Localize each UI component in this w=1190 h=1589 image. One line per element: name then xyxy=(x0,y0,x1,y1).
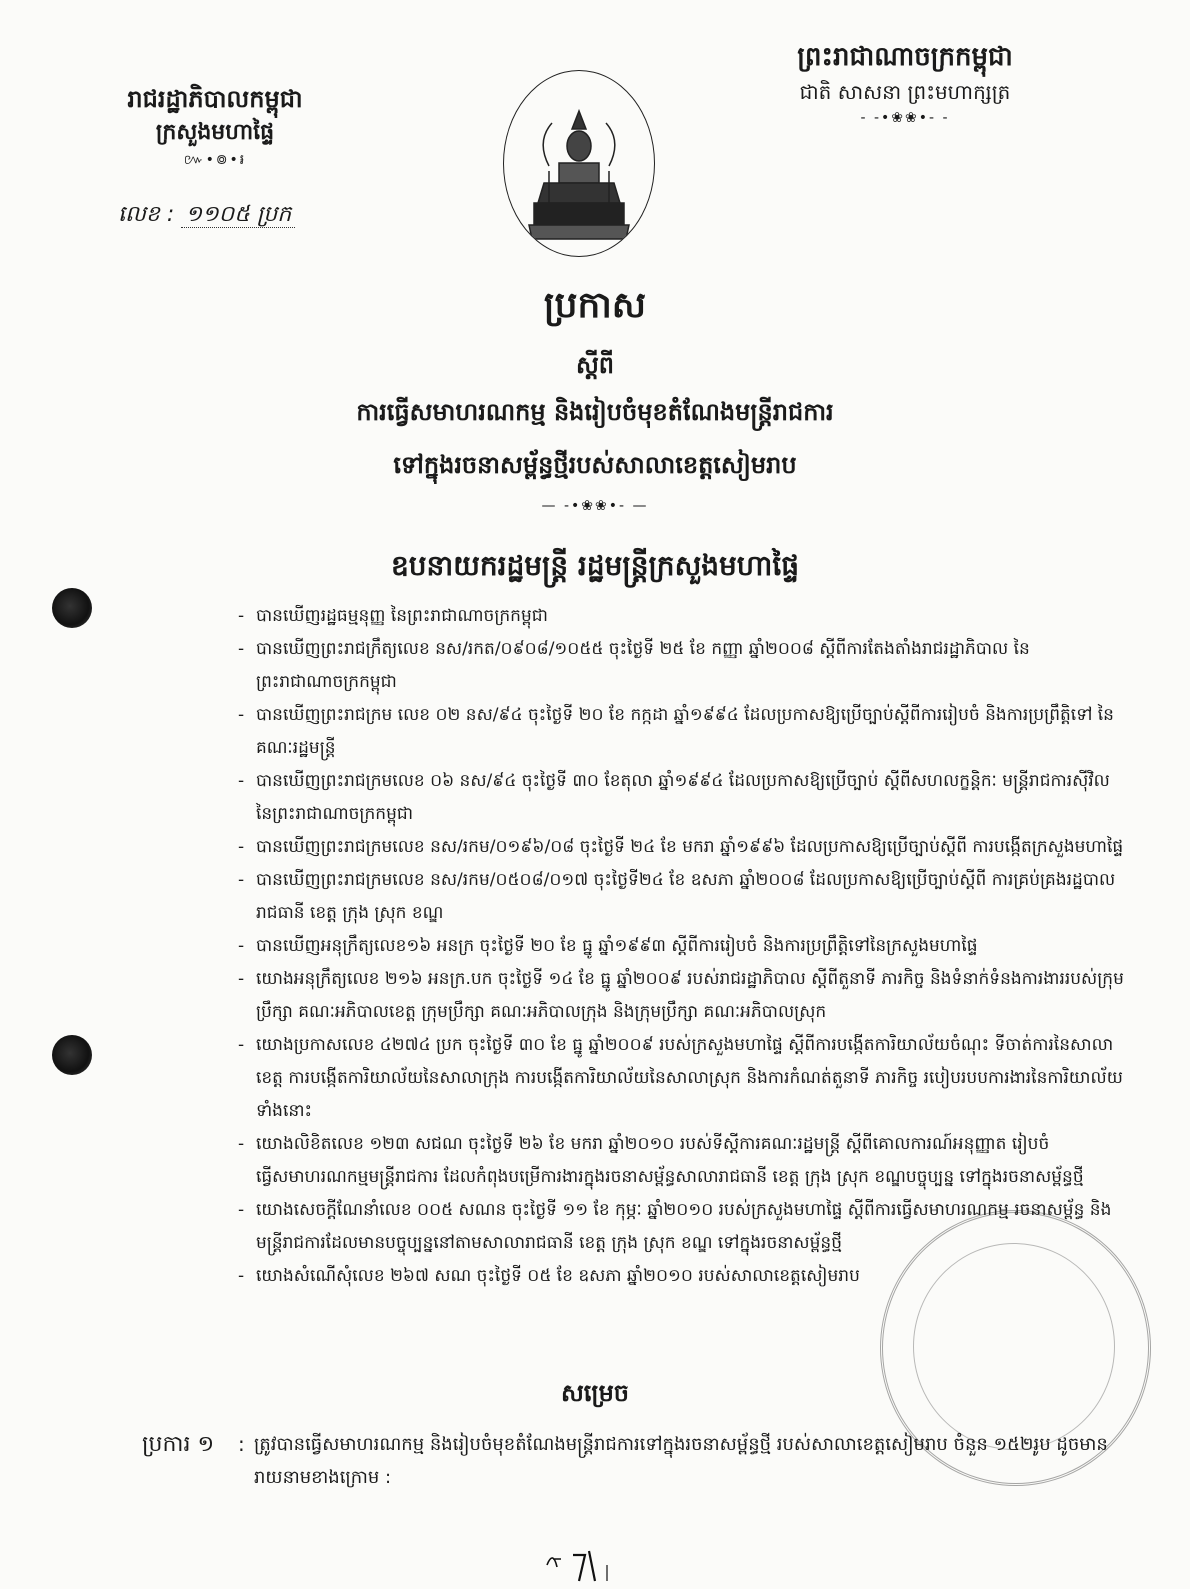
article-colon: : xyxy=(238,1432,245,1456)
reference-item: - យោងសេចក្តីណែនាំលេខ ០០៥ សណន ចុះថ្ងៃទី ១១ ខែ កុម្ភៈ ឆ្នាំ២០១០ របស់ក្រសួងមហាផ្ទៃ ស្តីពីការធ្វើសមាហរណកម្ម រចនាសម្ព័ន្ធ និងមន្ត្រីរាជការដែលមានបច្ចុប្បន្ននៅតាមសាលារាជធានី ខេត្ត ក្រុង ស្រុក ខណ្ឌ ទៅក្នុងរចនាសម្ព័ន្ធថ្មី xyxy=(238,1194,1128,1260)
national-motto: ជាតិ សាសនា ព្រះមហាក្សត្រ xyxy=(799,80,1011,104)
subject-line-2: ទៅក្នុងរចនាសម្ព័ន្ធថ្មីរបស់សាលាខេត្តសៀមរាប xyxy=(393,451,797,479)
right-ornament: - -•❀❀•- - xyxy=(860,110,950,126)
subject-line-1: ការធ្វើសមាហរណកម្ម និងរៀបចំមុខតំណែងមន្ត្រីរាជការ xyxy=(356,398,834,426)
reference-label: លេខ : xyxy=(118,202,175,227)
reference-item: - យោងប្រកាសលេខ ៤២៧៤ ប្រក ចុះថ្ងៃទី ៣០ ខែ ធ្នូ ឆ្នាំ២០០៩ របស់ក្រសួងមហាផ្ទៃ ស្តីពីការបង្កើតការិយាល័យចំណុះ ទីចាត់ការនៃសាលាខេត្ត ការបង្កើតការិយាល័យនៃសាលាក្រុង ការបង្កើតការិយាល័យនៃសាលាស្រុក និងការកំណត់តួនាទី ភារកិច្ច របៀបរបបការងារនៃការិយាល័យទាំងនោះ xyxy=(238,1029,1128,1128)
reference-item: - បានឃើញរដ្ឋធម្មនុញ្ញ នៃព្រះរាជាណាចក្រកម្ពុជា xyxy=(238,600,1128,633)
kingdom-name: ព្រះរាជាណាចក្រកម្ពុជា xyxy=(797,42,1013,72)
handwritten-initials xyxy=(545,1545,625,1589)
kingdom-block xyxy=(755,38,1055,128)
article-1 xyxy=(142,1428,1132,1494)
reference-value: ១១០៥ ប្រក xyxy=(181,202,295,228)
seal-inner-ring xyxy=(913,1243,1115,1450)
issuer-block xyxy=(95,82,335,170)
reference-list xyxy=(238,600,1128,1293)
reference-number xyxy=(118,200,295,232)
issuing-authority: ឧបនាយករដ្ឋមន្ត្រី រដ្ឋមន្ត្រីក្រសួងមហាផ្ទៃ xyxy=(390,549,799,582)
reference-item: - យោងលិខិតលេខ ១២៣ សជណ ចុះថ្ងៃទី ២៦ ខែ មករា ឆ្នាំ២០១០ របស់ទីស្តីការគណៈរដ្ឋមន្ត្រី ស្តីពីគោលការណ៍អនុញ្ញាត រៀបចំធ្វើសមាហរណកម្មមន្ត្រីរាជការ ដែលកំពុងបម្រើការងារក្នុងរចនាសម្ព័ន្ធសាលារាជធានី ខេត្ត ក្រុង ស្រុក ខណ្ឌបច្ចុប្បន្ន ទៅក្នុងរចនាសម្ព័ន្ធថ្មី xyxy=(238,1128,1128,1194)
reference-item: - យោងអនុក្រឹត្យលេខ ២១៦ អនក្រ.បក ចុះថ្ងៃទី ១៤ ខែ ធ្នូ ឆ្នាំ២០០៩ របស់រាជរដ្ឋាភិបាល ស្តីពីតួនាទី ភារកិច្ច និងទំនាក់ទំនងការងាររបស់ក្រុមប្រឹក្សា គណៈអភិបាលខេត្ត ក្រុមប្រឹក្សា គណៈអភិបាលក្រុង និងក្រុមប្រឹក្សា គណៈអភិបាលស្រុក xyxy=(238,963,1128,1029)
ministry-name: ក្រសួងមហាផ្ទៃ xyxy=(155,120,275,145)
government-name: រាជរដ្ឋាភិបាលកម្ពុជា xyxy=(127,85,303,113)
title-divider: — -•❀❀•- — xyxy=(541,498,649,514)
reference-item: - បានឃើញព្រះរាជក្រម លេខ ០២ នស/៩៤ ចុះថ្ងៃទី ២០ ខែ កក្កដា ឆ្នាំ១៩៩៤ ដែលប្រកាសឱ្យប្រើច្បាប់ស្តីពីការរៀបចំ និងការប្រព្រឹត្តិទៅ នៃគណៈរដ្ឋមន្ត្រី xyxy=(238,699,1128,765)
left-ornament: ៚•៙•៛ xyxy=(183,152,247,168)
decision-heading: សម្រេច xyxy=(560,1379,630,1407)
reference-item: - បានឃើញព្រះរាជក្រឹត្យលេខ នស/រកត/០៩០៨/១០៥៥ ចុះថ្ងៃទី ២៥ ខែ កញ្ញា ឆ្នាំ២០០៨ ស្តីពីការតែងតាំងរាជរដ្ឋាភិបាល នៃព្រះរាជាណាចក្រកម្ពុជា xyxy=(238,633,1128,699)
reference-item: - យោងសំណើសុំលេខ ២៦៧ សណ ចុះថ្ងៃទី ០៥ ខែ ឧសភា ឆ្នាំ២០១០ របស់សាលាខេត្តសៀមរាប xyxy=(238,1260,1128,1293)
punch-hole-lower xyxy=(52,1035,92,1075)
punch-hole-upper xyxy=(52,588,92,628)
reference-item: - បានឃើញអនុក្រឹត្យលេខ១៦ អនក្រ ចុះថ្ងៃទី ២០ ខែ ធ្នូ ឆ្នាំ១៩៩៣ ស្តីពីការរៀបចំ និងការប្រព្រឹត្តិទៅនៃក្រសួងមហាផ្ទៃ xyxy=(238,930,1128,963)
article-text: ត្រូវបានធ្វើសមាហរណកម្ម និងរៀបចំមុខតំណែងមន្ត្រីរាជការទៅក្នុងរចនាសម្ព័ន្ធថ្មី របស់សាលាខេត្តសៀមរាប ចំនួន ១៥២រូប ដូចមានរាយនាមខាងក្រោម : xyxy=(254,1434,1108,1488)
royal-emblem-icon xyxy=(503,70,655,257)
document-type-title: ប្រកាស xyxy=(543,285,647,326)
reference-item: - បានឃើញព្រះរាជក្រមលេខ នស/រកម/០១៩៦/០៨ ចុះថ្ងៃទី ២៤ ខែ មករា ឆ្នាំ១៩៩៦ ដែលប្រកាសឱ្យប្រើច្បាប់ស្តីពី ការបង្កើតក្រសួងមហាផ្ទៃ xyxy=(238,831,1128,864)
reference-item: - បានឃើញព្រះរាជក្រមលេខ នស/រកម/០៥០៨/០១៧ ចុះថ្ងៃទី២៤ ខែ ឧសភា ឆ្នាំ២០០៨ ដែលប្រកាសឱ្យប្រើច្បាប់ស្តីពី ការគ្រប់គ្រងរដ្ឋបាលរាជធានី ខេត្ត ក្រុង ស្រុក ខណ្ឌ xyxy=(238,864,1128,930)
reference-item: - បានឃើញព្រះរាជក្រមលេខ ០៦ នស/៩៤ ចុះថ្ងៃទី ៣០ ខែតុលា ឆ្នាំ១៩៩៤ ដែលប្រកាសឱ្យប្រើច្បាប់ ស្តីពីសហលក្ខន្តិកៈ មន្ត្រីរាជការស៊ីវិល នៃព្រះរាជាណាចក្រកម្ពុជា xyxy=(238,765,1128,831)
about-label: ស្តីពី xyxy=(575,351,615,379)
article-label: ប្រការ ១ xyxy=(142,1432,215,1457)
